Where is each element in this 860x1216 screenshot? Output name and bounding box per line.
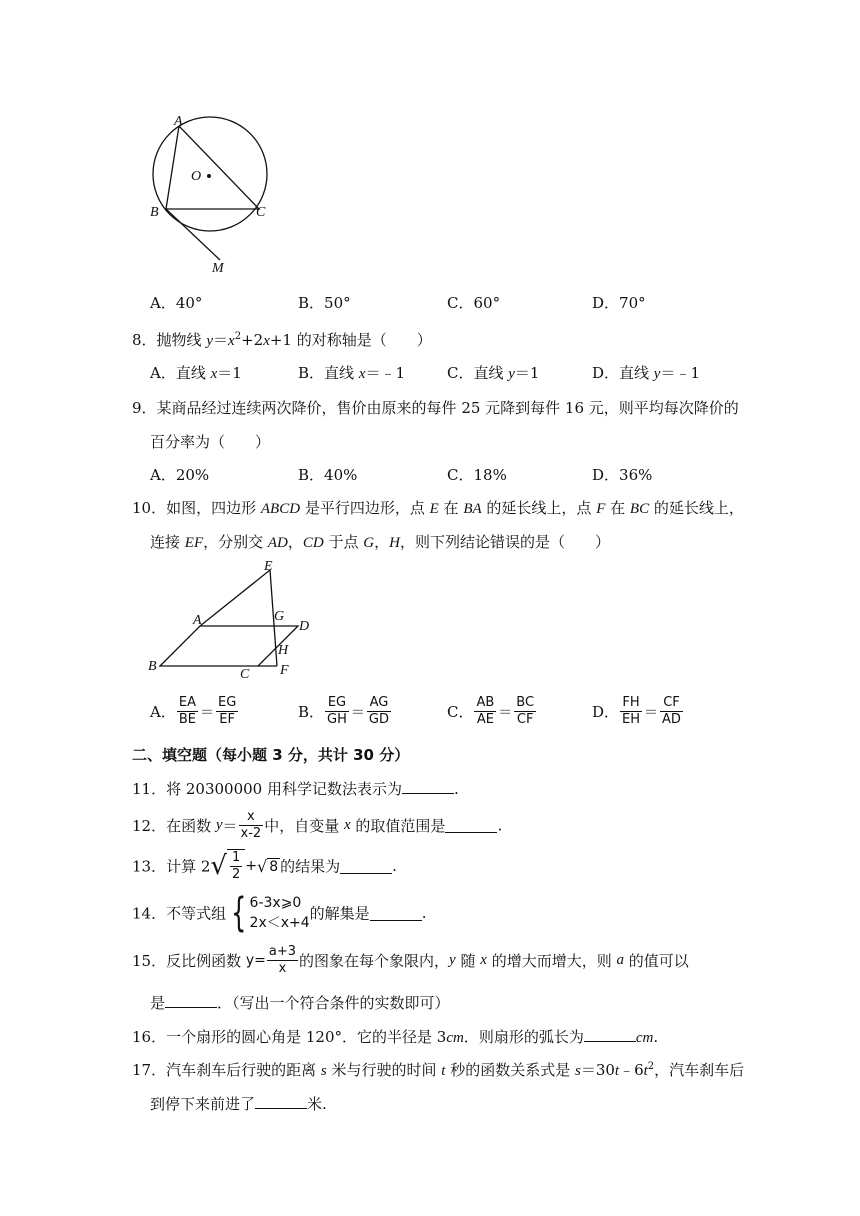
label-a: A: [193, 613, 202, 628]
segment-ae: [200, 570, 270, 626]
q9-option-c[interactable]: C．18%: [447, 466, 507, 484]
q10-option-c[interactable]: C． $\frac{AB}{AE}$ ＝ $\frac{BC}{CF}$: [447, 695, 535, 727]
q8-option-b[interactable]: B．直线 x＝﹣1: [298, 364, 406, 382]
triangle-abc: [166, 126, 259, 209]
section-heading: 二、填空题（每小题 3 分，共计 30 分）: [132, 746, 410, 764]
q7-option-b[interactable]: B．50°: [298, 294, 351, 312]
q13: 13．计算 2 √ $\frac{1}{2}$ + √ 8 的结果为 .: [132, 850, 397, 882]
answer-blank[interactable]: [445, 818, 497, 833]
answer-blank[interactable]: [584, 1027, 636, 1042]
q10-option-a[interactable]: A． $\frac{EA}{BE}$ ＝ $\frac{EG}{EF}$: [150, 695, 237, 727]
label-h: H: [278, 643, 289, 658]
q10-option-b[interactable]: B． $\frac{EG}{GH}$ ＝ $\frac{AG}{GD}$: [298, 695, 389, 727]
q9-option-a[interactable]: A．20%: [150, 466, 210, 484]
q7-option-c[interactable]: C．60°: [447, 294, 501, 312]
q10-stem-line2: 连接 EF，分别交 AD，CD 于点 G，H，则下列结论错误的是（ ）: [150, 533, 611, 551]
q15-line1: 15．反比例函数 y= $\frac{a+3}{x}$ 的图象在每个象限内，y 随 x 的增大而增大，则 a 的值可以: [132, 944, 689, 976]
q16: 16．一个扇形的圆心角是 120°．它的半径是 3cm．则扇形的弧长为 cm.: [132, 1028, 659, 1046]
q8-option-a[interactable]: A．直线 x＝1: [150, 364, 242, 382]
q15-line2: 是 ．（写出一个符合条件的实数即可）: [150, 994, 450, 1012]
answer-blank[interactable]: [165, 993, 217, 1008]
q10-stem-line1: 10．如图，四边形 ABCD 是平行四边形，点 E 在 BA 的延长线上，点 F 在 BC 的延长线上，: [132, 499, 744, 517]
q9-option-b[interactable]: B．40%: [298, 466, 358, 484]
label-m: M: [212, 261, 224, 276]
q12: 12．在函数 y＝ $\frac{x}{x-2}$ 中，自变量 x 的取值范围是 .: [132, 809, 503, 841]
label-b: B: [148, 659, 157, 674]
q9-option-d[interactable]: D．36%: [592, 466, 653, 484]
center-point-icon: [207, 174, 211, 178]
q9-stem-line1: 9．某商品经过连续两次降价，售价由原来的每件 25 元降到每件 16 元，则平均每次降价的: [132, 399, 739, 417]
label-f: F: [280, 663, 289, 678]
q17-line1: 17．汽车刹车后行驶的距离 s 米与行驶的时间 t 秒的函数关系式是 $s=30t﹣6t^2$，汽车刹车后: [132, 1061, 745, 1079]
label-b: B: [150, 205, 159, 220]
tangent-bm: [166, 209, 220, 260]
inequality-system: { 6-3x⩾0 2x＜x+4: [231, 890, 310, 936]
label-c: C: [256, 205, 266, 220]
q14: 14．不等式组 { 6-3x⩾0 2x＜x+4 的解集是 .: [132, 890, 427, 936]
q7-circle-figure: [140, 110, 290, 280]
answer-blank[interactable]: [370, 906, 422, 921]
label-a: A: [174, 114, 183, 129]
q10-parallelogram-figure: [140, 558, 330, 686]
q8-stem: 8．抛物线 $y=x^2+2x+1$ 的对称轴是（ ）: [132, 331, 432, 349]
q9-stem-line2: 百分率为（ ）: [150, 433, 271, 451]
q11: 11．将 20300000 用科学记数法表示为 .: [132, 780, 459, 798]
label-d: D: [299, 619, 310, 634]
q7-option-d[interactable]: D．70°: [592, 294, 646, 312]
label-e: E: [264, 559, 273, 574]
label-c: C: [240, 667, 250, 682]
q8-option-c[interactable]: C．直线 y＝1: [447, 364, 540, 382]
q8-option-d[interactable]: D．直线 y＝﹣1: [592, 364, 701, 382]
answer-blank[interactable]: [255, 1094, 307, 1109]
q10-option-d[interactable]: D． $\frac{FH}{EH}$ ＝ $\frac{CF}{AD}$: [592, 695, 681, 727]
label-g: G: [274, 609, 285, 624]
sqrt-half: √ $\frac{1}{2}$: [210, 849, 245, 883]
circle-o: [153, 117, 267, 231]
answer-blank[interactable]: [402, 779, 454, 794]
q17-line2: 到停下来前进了 米.: [150, 1095, 327, 1113]
answer-blank[interactable]: [340, 859, 392, 874]
sqrt-eight: √ 8: [257, 856, 279, 876]
q7-option-a[interactable]: A．40°: [150, 294, 203, 312]
label-o: O: [191, 169, 202, 184]
